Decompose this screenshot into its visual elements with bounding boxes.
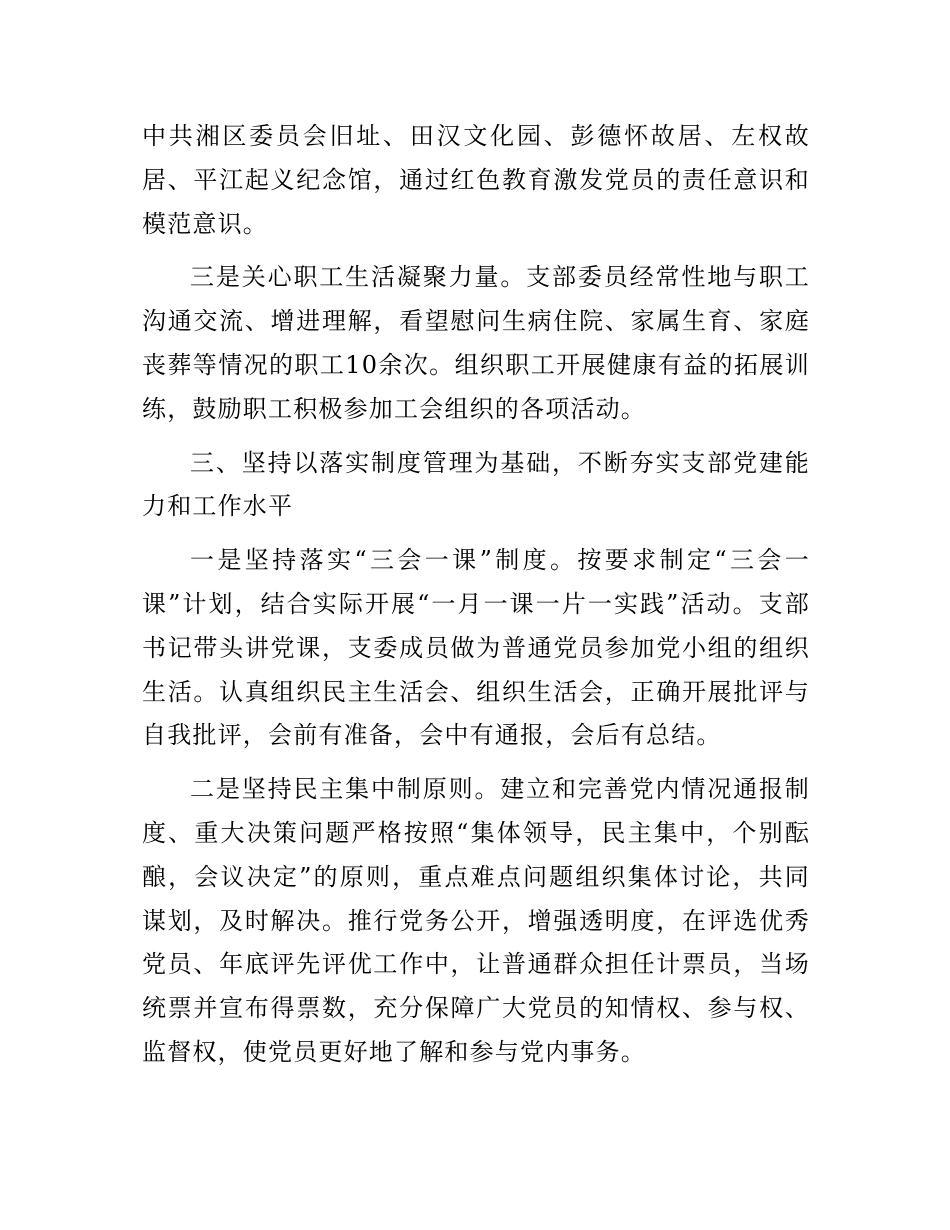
paragraph-three-meetings-one-lesson: 一是坚持落实“三会一课”制度。按要求制定“三会一课”计划，结合实际开展“一月一课一片一实践”活动。支部书记带头讲党课，支委成员做为普通党员参加党小组的组织生活。认真组织民主生活会、组织生活会，正确开展批评与自我批评，会前有准备，会中有通报，会后有总结。	[142, 546, 810, 750]
document-body	[142, 115, 810, 1075]
section-heading-three: 三、坚持以落实制度管理为基础，不断夯实支部党建能力和工作水平	[142, 448, 810, 521]
paragraph-democratic-centralism: 二是坚持民主集中制原则。建立和完善党内情况通报制度、重大决策问题严格按照“集体领导，民主集中，个别酝酿，会议决定”的原则，重点难点问题组织集体讨论，共同谋划，及时解决。推行党务公开，增强透明度，在评选优秀党员、年底评先评优工作中，让普通群众担任计票员，当场统票并宣布得票数，充分保障广大党员的知情权、参与权、监督权，使党员更好地了解和参与党内事务。	[142, 775, 810, 1066]
paragraph-care-for-staff: 三是关心职工生活凝聚力量。支部委员经常性地与职工沟通交流、增进理解，看望慰问生病住院、家属生育、家庭丧葬等情况的职工10余次。组织职工开展健康有益的拓展训练，鼓励职工积极参加工会组织的各项活动。	[142, 263, 810, 423]
paragraph-continuation: 中共湘区委员会旧址、田汉文化园、彭德怀故居、左权故居、平江起义纪念馆，通过红色教育激发党员的责任意识和模范意识。	[142, 122, 810, 238]
